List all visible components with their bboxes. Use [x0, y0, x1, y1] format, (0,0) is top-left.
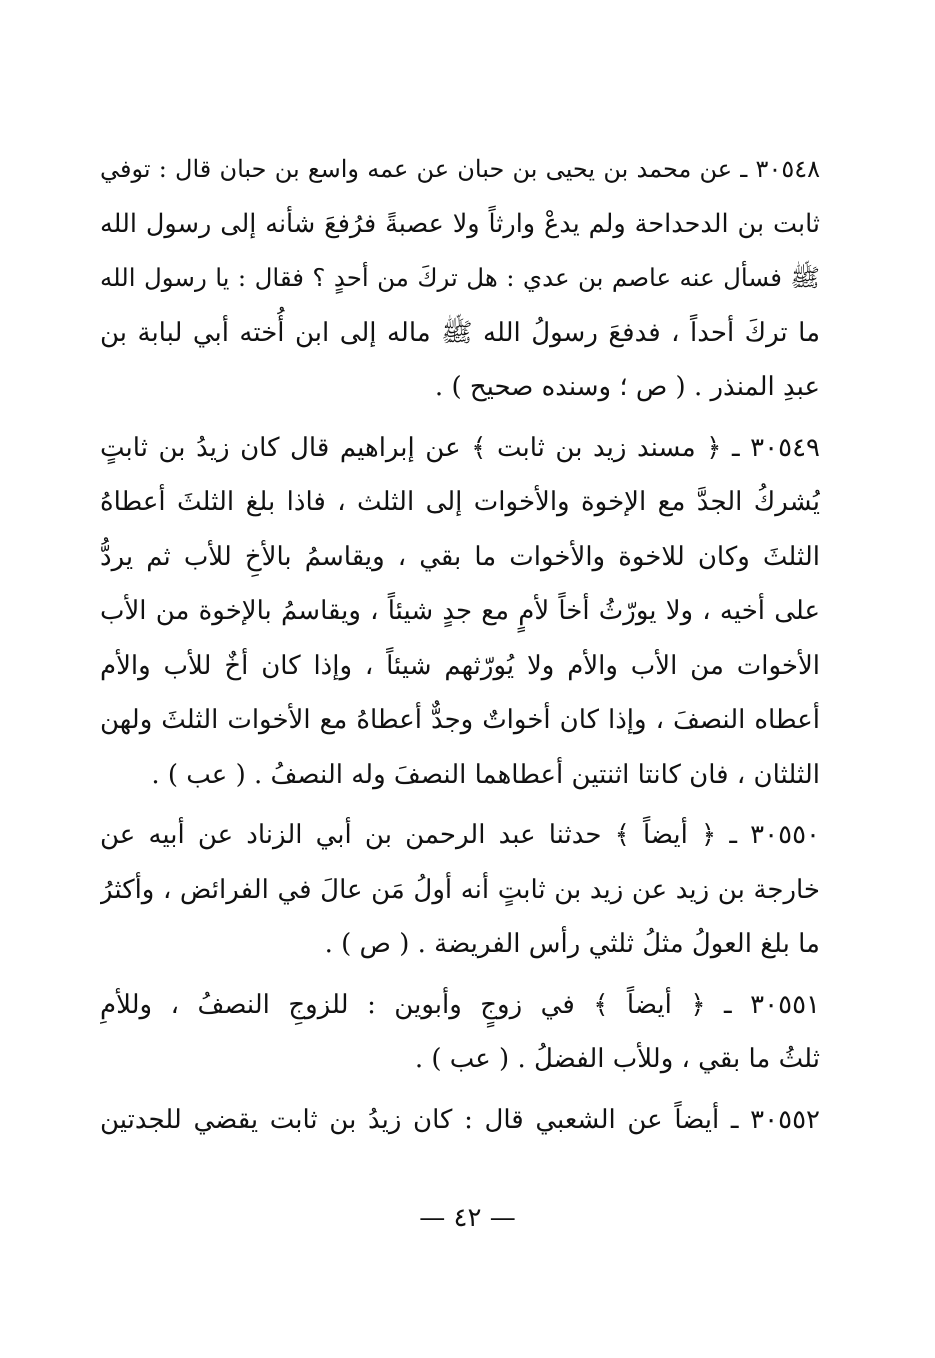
text-line: عبدِ المنذر . ( ص ؛ وسنده صحيح ) . — [434, 372, 820, 402]
text-line: ٣٠٥٤٩ ـ ﴿ مسند زيد بن ثابت ﴾ عن إبراهيم قال كان زيدُ بن ثابتٍ — [100, 432, 820, 463]
hadith-30551 — [100, 978, 820, 1087]
hadith-30548 — [100, 142, 820, 415]
text-line: الأخوات من الأب والأم ولا يُورّثهم شيئاً ، وإذا كان أخٌ للأب والأم — [100, 650, 820, 681]
text-line: ثلثُ ما بقي ، وللأب الفضلُ . ( عب ) . — [414, 1044, 820, 1074]
text-line: ٣٠٥٥٠ ـ ﴿ أيضاً ﴾ حدثنا عبد الرحمن بن أبي الزناد عن أبيه عن — [100, 820, 820, 850]
page-number: — ٤٢ — — [419, 1203, 516, 1233]
text-line: ٣٠٥٤٨ ـ عن محمد بن يحيى بن حبان عن عمه واسع بن حبان قال : توفي — [100, 155, 820, 183]
text-line: الثلثَ وكان للاخوة والأخوات ما بقي ، ويقاسمُ بالأخِ للأب ثم يردُّ — [100, 541, 820, 572]
text-line: ٣٠٥٥٢ ـ أيضاً عن الشعبي قال : كان زيدُ بن ثابت يقضي للجدتين — [100, 1104, 820, 1135]
hadith-30552 — [100, 1093, 820, 1148]
text-line: ما تركَ أحداً ، فدفعَ رسولُ الله ﷺ ماله إلى ابن أُخته أبي لبابة بن — [100, 317, 820, 348]
text-line: على أخيه ، ولا يورّثُ أخاً لأمٍ مع جدٍ شيئاً ، ويقاسمُ بالإخوة من الأب — [100, 596, 820, 626]
text-line: يُشركُ الجدَّ مع الإخوة والأخوات إلى الثلث ، فاذا بلغ الثلثَ أعطاهُ — [100, 487, 820, 517]
text-body — [100, 142, 820, 1147]
text-line: ﷺ فسأل عنه عاصم بن عدي : هل تركَ من أحدٍ ؟ فقال : يا رسول الله — [100, 263, 820, 292]
text-line: خارجة بن زيد عن زيد بن ثابتٍ أنه أولُ مَن عالَ في الفرائض ، وأكثرُ — [100, 874, 820, 905]
text-line: أعطاه النصفَ ، وإذا كان أخواتٌ وجدٌّ أعطاهُ مع الأخوات الثلثَ ولهن — [100, 705, 820, 735]
text-line: ما بلغ العولُ مثلُ ثلثي رأس الفريضة . ( ص ) . — [324, 929, 820, 959]
hadith-30550 — [100, 808, 820, 972]
text-line: ٣٠٥٥١ ـ ﴿ أيضاً ﴾ في زوجٍ وأبوين : للزوجِ النصفُ ، وللأمِ — [100, 989, 820, 1020]
hadith-30549 — [100, 421, 820, 803]
text-line: ثابت بن الدحداحة ولم يدعْ وارثاً ولا عصبةً فرُفعَ شأنه إلى رسول الله — [100, 208, 820, 239]
text-line: الثلثان ، فان كانتا اثنتين أعطاهما النصفَ وله النصفُ . ( عب ) . — [151, 759, 820, 790]
